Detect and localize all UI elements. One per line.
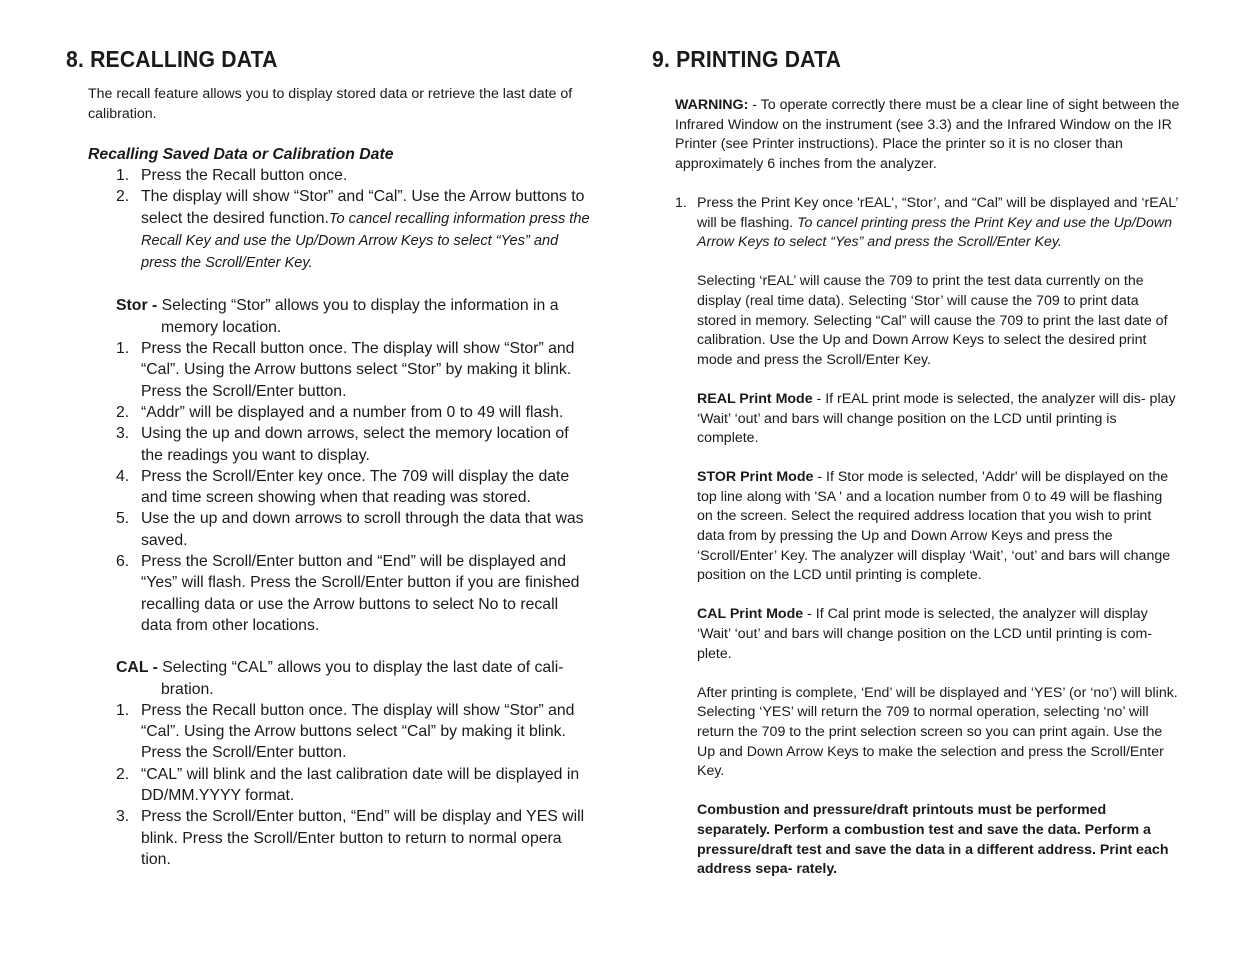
term-label: Stor - xyxy=(116,297,158,315)
cancel-note: To cancel printing press the Print Key and use the Up/Down Arrow Keys to select “Yes” and press the Scroll/Enter Key. xyxy=(697,214,1173,251)
after-printing-paragraph: After printing is complete, ‘End’ will be displayed and ‘YES’ (or ‘no’) will blink. Selecting ‘YES’ will return the 709 to normal operation, selecting ‘no’ will return the 709 to the print selection screen so you can print again. Use the Up and Down Arrow Keys to make the selection and press the Scroll/Enter Key. xyxy=(697,684,1178,780)
list-item: 5. Use the up and down arrows to scroll through the data that was saved. xyxy=(116,510,584,549)
list-item: 1. Press the Recall button once. The display will show “Stor” and “Cal”. Using the Arrow buttons select “Cal” by making it blink. Press the Scroll/Enter button. xyxy=(116,701,575,762)
section-heading: 8. RECALLING DATA xyxy=(66,46,278,72)
warning-label: WARNING: xyxy=(675,97,749,113)
list-item: 6. Press the Scroll/Enter button and “End” will be displayed and “Yes” will flash. Press the Scroll/Enter button if you are finished recalling data or use the Arrow buttons to select No to recall data from other locations. xyxy=(116,553,580,634)
mode-label: REAL Print Mode xyxy=(697,390,813,407)
selecting-paragraph: Selecting ‘rEAL’ will cause the 709 to print the test data currently on the display (real time data). Selecting ‘Stor’ will cause the 709 to print data stored in memory. Selecting “Cal” will cause the 709 to print the last date of calibration. Use the Up and Down Arrow Keys to select the desired print mode and press the Scroll/Enter Key. xyxy=(697,273,1168,368)
warning-paragraph: WARNING: - To operate correctly there must be a clear line of sight between the Infrared Window on the instrument (see 3.3) and the Infrared Window on the IR Printer (see Printer instructions). Place the printer so it is no closer than approximately 6 inches from the analyzer. xyxy=(675,97,1180,172)
list-item: 3. Using the up and down arrows, select the memory location of the readings you want to display. xyxy=(116,425,569,464)
stor-mode-paragraph: STOR Print Mode - If Stor mode is selected, 'Addr' will be displayed on the top line along with 'SA ' and a location number from 0 to 49 will be flashing on the screen. Select the required address location that you wish to print data from by pressing the Up and Down Arrow Keys and press the ‘Scroll/Enter’ Key. The analyzer will display ‘Wait’, ‘out’ and bars will change position on the LCD until printing is complete. xyxy=(697,469,1171,584)
list-item: 1. Press the Recall button once. xyxy=(116,167,348,184)
subheading: Recalling Saved Data or Calibration Date xyxy=(88,146,394,163)
stor-definition: Stor - Selecting “Stor” allows you to display the information in a memory location. xyxy=(116,297,559,336)
list-item: 1. Press the Recall button once. The display will show “Stor” and “Cal”. Using the Arrow buttons select “Stor” by making it blink. Press the Scroll/Enter button. xyxy=(116,340,575,400)
real-mode-paragraph: REAL Print Mode - If rEAL print mode is selected, the analyzer will dis- play ‘Wait’ ‘out’ and bars will change position on the LCD until printing is complete. xyxy=(697,390,1176,447)
section-body xyxy=(675,96,1180,880)
list-item: 3. Press the Scroll/Enter button, “End” will be display and YES will blink. Press the Scroll/Enter button to return to normal opera tion. xyxy=(116,808,585,868)
list-item: 2. The display will show “Stor” and “Cal”. Use the Arrow buttons to select the desired function.To cancel recalling information press the Recall Key and use the Up/Down Arrow Keys to select “Yes” and press the Scroll/Enter Key. xyxy=(116,188,590,272)
section-body xyxy=(88,84,593,870)
cal-steps xyxy=(88,700,593,870)
stor-steps xyxy=(88,338,593,636)
recall-steps xyxy=(88,165,593,274)
list-item: 2. “Addr” will be displayed and a number from 0 to 49 will flash. xyxy=(116,403,564,421)
section-heading: 9. PRINTING DATA xyxy=(652,46,842,72)
intro-paragraph: The recall feature allows you to display stored data or retrieve the last date of calibration. xyxy=(88,86,573,122)
bold-note: Combustion and pressure/draft printouts must be performed separately. Perform a combustion test and save the data. Perform a pressure/draft test and save the data in a different address. Print each address sepa- rately. xyxy=(697,802,1169,878)
term-label: CAL - xyxy=(116,659,158,677)
cancel-note: To cancel recalling information press the Recall Key and use the Up/Down Arrow Keys to select “Yes” and press the Scroll/Enter Key. xyxy=(141,210,590,272)
list-item: 2. “CAL” will blink and the last calibration date will be displayed in DD/MM.YYYY format. xyxy=(116,765,580,805)
cal-definition: CAL - Selecting “CAL” allows you to display the last date of cali- bration. xyxy=(116,659,564,698)
cal-mode-paragraph: CAL Print Mode - If Cal print mode is selected, the analyzer will display ‘Wait’ ‘out’ and bars will change position on the LCD until printing is com- plete. xyxy=(697,606,1153,662)
mode-label: STOR Print Mode xyxy=(697,469,814,486)
list-item: 4. Press the Scroll/Enter key once. The 709 will display the date and time screen showing when that reading was stored. xyxy=(116,467,570,507)
mode-label: CAL Print Mode xyxy=(697,606,804,623)
print-step: 1. Press the Print Key once 'rEAL', “Stor’, and “Cal” will be displayed and ‘rEAL’ will be flashing. To cancel printing press the Print Key and use the Up/Down Arrow Keys to select “Yes” and press the Scroll/Enter Key. xyxy=(675,194,1178,251)
